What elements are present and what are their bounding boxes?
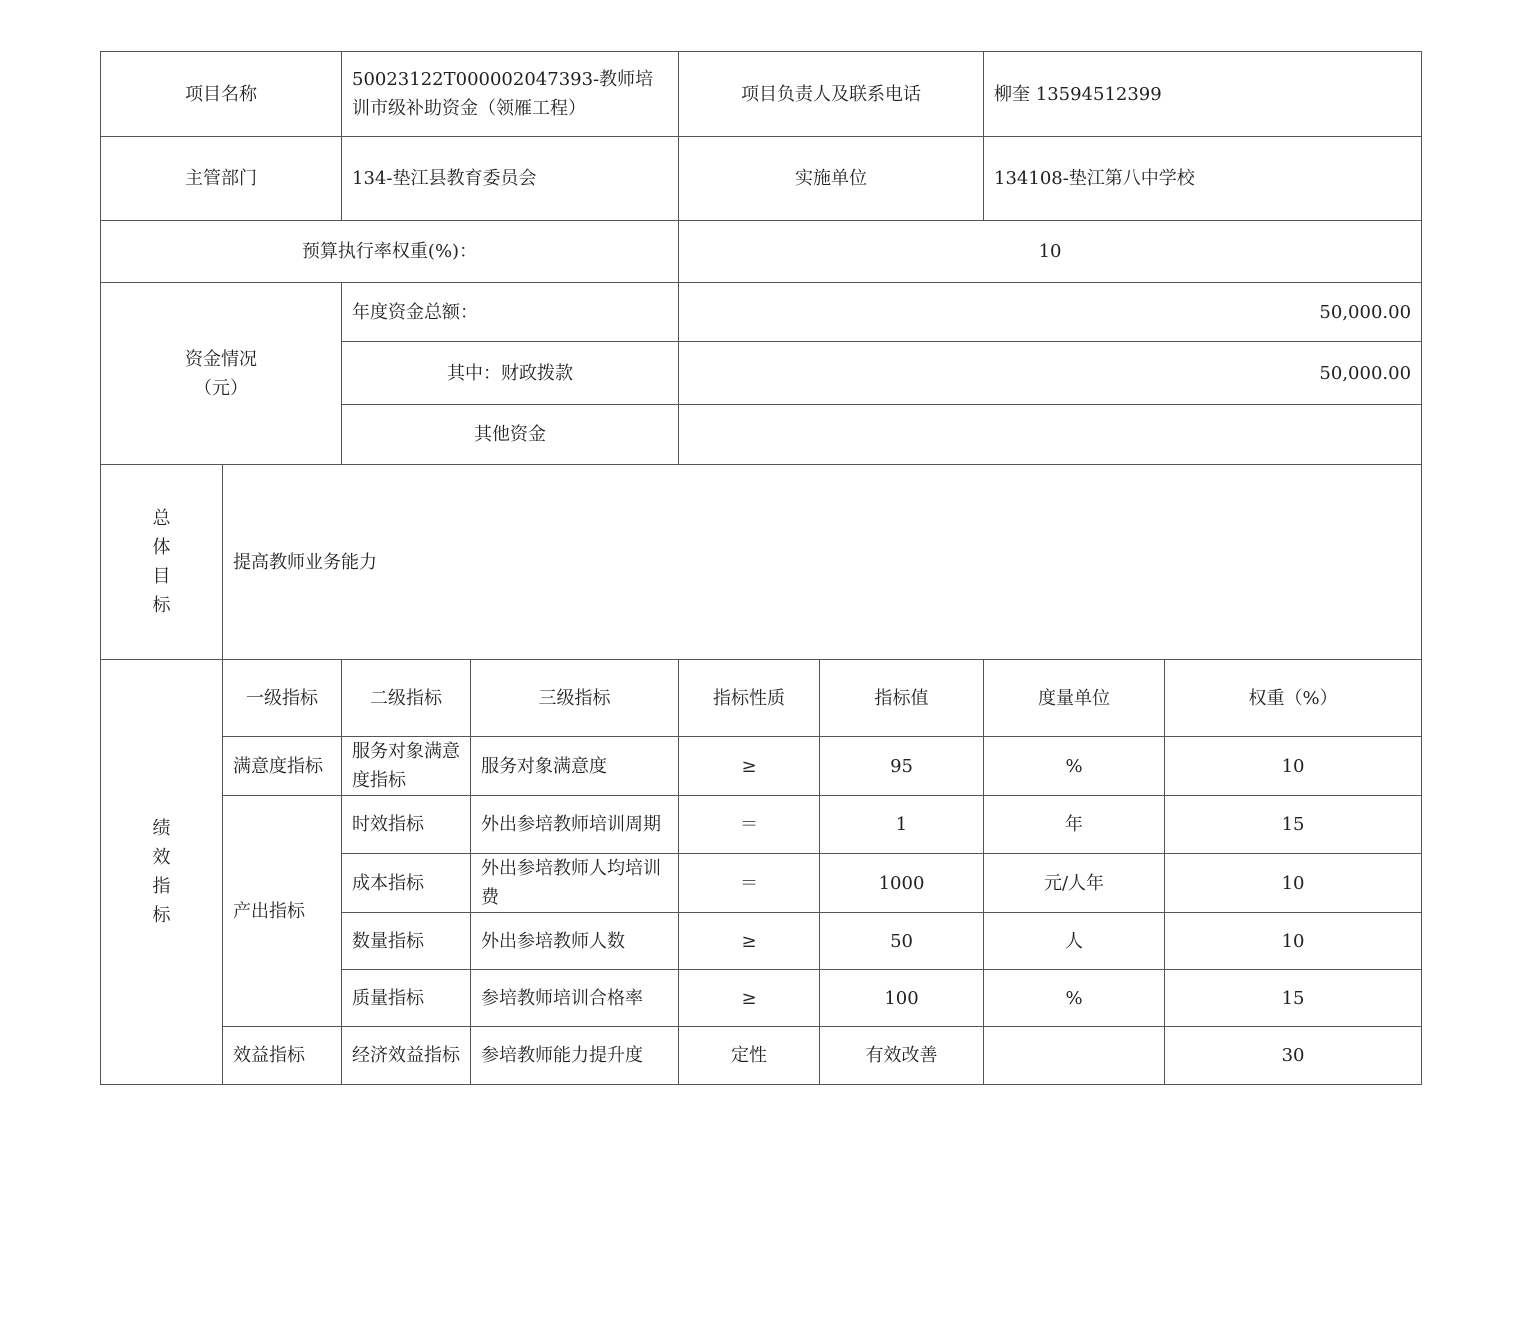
unit-cell: 人 [984,913,1165,970]
level1-cell: 效益指标 [223,1027,342,1085]
level3-cell: 外出参培教师培训周期 [471,796,679,854]
level2-cell: 时效指标 [342,796,471,854]
unit-cell: 元/人年 [984,854,1165,913]
header-level3: 三级指标 [471,660,679,737]
level3-cell: 外出参培教师人数 [471,913,679,970]
header-value: 指标值 [820,660,984,737]
funds-label [101,283,342,465]
project-name-value: 50023122T000002047393-教师培训市级补助资金（领雁工程） [342,52,679,137]
weight-cell: 10 [1165,913,1422,970]
nature-cell: ≥ [679,913,820,970]
header-unit: 度量单位 [984,660,1165,737]
indicator-header-row [101,660,1422,737]
unit-cell: % [984,737,1165,796]
performance-label: 绩 效 指 标 [101,660,223,1085]
row-department [101,137,1422,221]
impl-value: 134108-垫江第八中学校 [984,137,1422,221]
header-weight: 权重（%） [1165,660,1422,737]
nature-cell: ≥ [679,970,820,1027]
row-overall-goal [101,465,1422,660]
weight-cell: 15 [1165,796,1422,854]
overall-goal-text: 提高教师业务能力 [223,465,1422,660]
level3-cell: 参培教师能力提升度 [471,1027,679,1085]
project-name-label: 项目名称 [101,52,342,137]
weight-cell: 10 [1165,854,1422,913]
header-nature: 指标性质 [679,660,820,737]
fiscal-label: 其中：财政拨款 [342,342,679,405]
dept-label: 主管部门 [101,137,342,221]
table-row [101,796,1422,854]
value-cell: 1000 [820,854,984,913]
table-row [101,737,1422,796]
overall-goal-label: 总 体 目 标 [101,465,223,660]
level3-cell: 外出参培教师人均培训费 [471,854,679,913]
value-cell: 95 [820,737,984,796]
level2-cell: 成本指标 [342,854,471,913]
level3-cell: 服务对象满意度 [471,737,679,796]
header-level2: 二级指标 [342,660,471,737]
funds-label-line2: （元） [194,377,248,399]
budget-weight-value: 10 [679,221,1422,283]
contact-value: 柳奎 13594512399 [984,52,1422,137]
fiscal-value: 50,000.00 [679,342,1422,405]
contact-label: 项目负责人及联系电话 [679,52,984,137]
value-cell: 有效改善 [820,1027,984,1085]
other-funds-label: 其他资金 [342,405,679,465]
weight-cell: 10 [1165,737,1422,796]
other-funds-value [679,405,1422,465]
level2-cell: 数量指标 [342,913,471,970]
nature-cell: 定性 [679,1027,820,1085]
level2-cell: 经济效益指标 [342,1027,471,1085]
row-budget-weight [101,221,1422,283]
level1-cell: 满意度指标 [223,737,342,796]
header-level1: 一级指标 [223,660,342,737]
value-cell: 100 [820,970,984,1027]
level2-cell: 质量指标 [342,970,471,1027]
row-project-name [101,52,1422,137]
value-cell: 50 [820,913,984,970]
weight-cell: 15 [1165,970,1422,1027]
nature-cell: ≥ [679,737,820,796]
unit-cell: 年 [984,796,1165,854]
level1-cell: 产出指标 [223,796,342,1027]
table-row [101,1027,1422,1085]
dept-value: 134-垫江县教育委员会 [342,137,679,221]
budget-weight-label: 预算执行率权重(%)： [101,221,679,283]
unit-cell: % [984,970,1165,1027]
level3-cell: 参培教师培训合格率 [471,970,679,1027]
level2-cell: 服务对象满意度指标 [342,737,471,796]
nature-cell: ＝ [679,796,820,854]
annual-total-value: 50,000.00 [679,283,1422,342]
nature-cell: ＝ [679,854,820,913]
value-cell: 1 [820,796,984,854]
project-performance-table [100,51,1422,1085]
funds-label-line1: 资金情况 [185,348,257,370]
weight-cell: 30 [1165,1027,1422,1085]
impl-label: 实施单位 [679,137,984,221]
annual-total-label: 年度资金总额： [342,283,679,342]
unit-cell [984,1027,1165,1085]
row-funds-annual [101,283,1422,342]
